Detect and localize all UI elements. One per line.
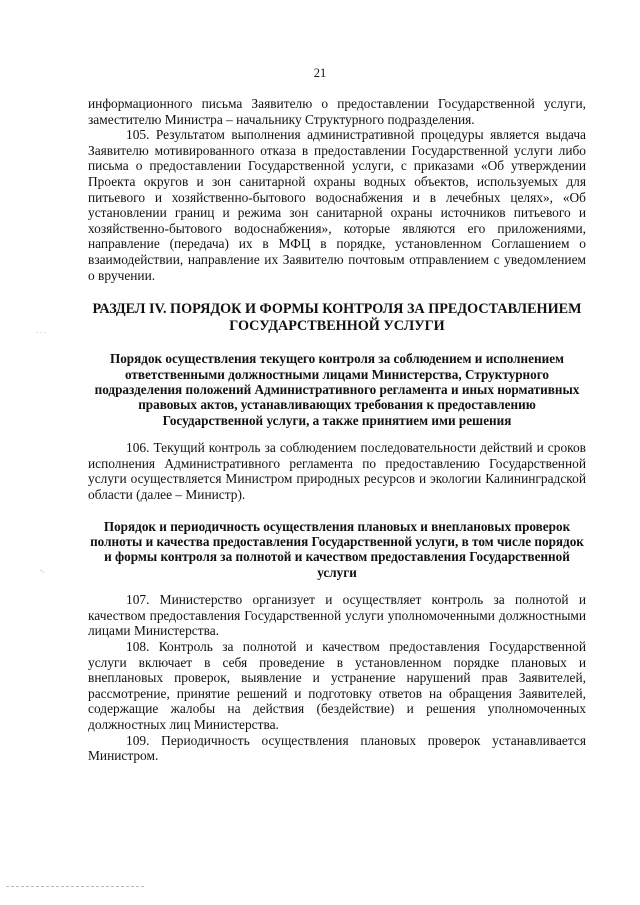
scan-rule	[6, 886, 144, 887]
paragraph: информационного письма Заявителю о предоставлении Государственной услуги, заместителю Министра – начальнику Структурного подразделения.	[88, 96, 586, 127]
page-content	[88, 96, 586, 764]
subsection-heading: Порядок и периодичность осуществления плановых и внеплановых проверок полноты и качества предоставления Государственной услуги, в том числе порядок и формы контроля за полнотой и качеством предоставления Государственной услуги	[90, 518, 584, 580]
paragraph: 107. Министерство организует и осуществляет контроль за полнотой и качеством предоставления Государственной услуги уполномоченными должностными лицами Министерства.	[88, 592, 586, 639]
paragraph: 109. Периодичность осуществления плановых проверок устанавливается Министром.	[88, 732, 586, 764]
scan-mark: -.	[40, 566, 45, 575]
subsection-heading: Порядок осуществления текущего контроля за соблюдением и исполнением ответственными должностными лицами Министерства, Структурного подразделения положений Административного регламента и иных нормативных правовых актов, устанавливающих требования к предоставлению Государственной услуги, а также принятием ими решения	[94, 351, 580, 428]
scan-mark: . . .	[36, 326, 46, 335]
section-title: РАЗДЕЛ IV. ПОРЯДОК И ФОРМЫ КОНТРОЛЯ ЗА ПРЕДОСТАВЛЕНИЕМ ГОСУДАРСТВЕННОЙ УСЛУГИ	[92, 301, 582, 335]
paragraph: 106. Текущий контроль за соблюдением последовательности действий и сроков исполнения Административного регламента по предоставлению Государственной услуги осуществляется Министром природных ресурсов и экологии Калининградской области (далее – Министр).	[88, 440, 586, 502]
page-number: 21	[313, 66, 327, 80]
paragraph: 105. Результатом выполнения административной процедуры является выдача Заявителю мотивированного отказа в предоставлении Государственной услуги либо письма о предоставлении Государственной услуги, с приказами «Об утверждении Проекта округов и зон санитарной охраны водных объектов, используемых для питьевого и хозяйственно-бытового водоснабжения и в лечебных целях», «Об установлении границ и режима зон санитарной охраны источников питьевого и хозяйственно-бытового водоснабжения», которые являются его приложениями, направление (передача) их в МФЦ в порядке, установленном Соглашением о взаимодействии, направление их Заявителю почтовым отправлением с уведомлением о вручении.	[88, 127, 586, 283]
paragraph: 108. Контроль за полнотой и качеством предоставления Государственной услуги включает в себя проведение в установленном порядке плановых и внеплановых проверок, выявление и устранение нарушений прав Заявителей, рассмотрение, принятие решений и подготовку ответов на обращения Заявителей, содержащие жалобы на действия (бездействие) и решения уполномоченных должностных лиц Министерства.	[88, 638, 586, 732]
